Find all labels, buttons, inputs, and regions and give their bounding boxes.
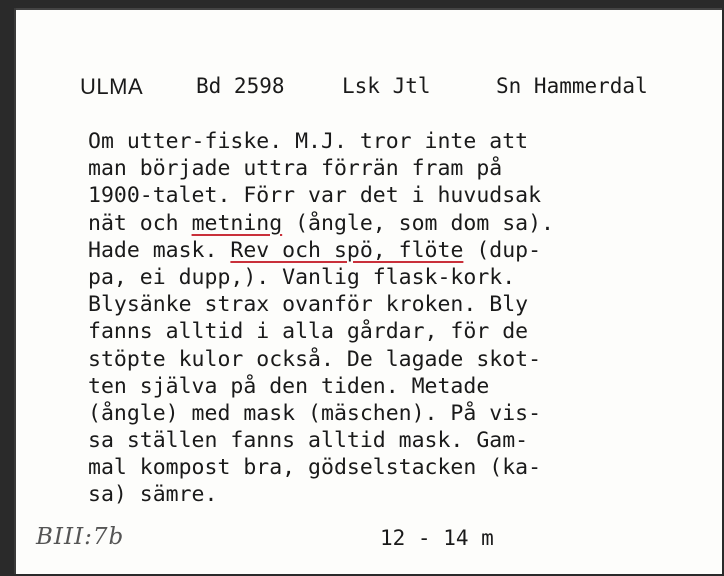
socken-label: Sn Hammerdal — [496, 74, 648, 98]
body-line — [88, 128, 708, 155]
body-line — [88, 264, 708, 291]
body-line-text: nät och — [88, 210, 192, 236]
body-line — [88, 182, 708, 209]
body-line-text: mal kompost bra, gödselstacken (ka- — [88, 455, 542, 481]
body-line — [88, 454, 708, 481]
card-left-edge — [14, 8, 16, 574]
body-line-text: (ångle, som dom sa). — [282, 210, 554, 236]
reference-number: Bd 2598 — [196, 74, 285, 98]
card-body-text — [88, 128, 708, 509]
body-line-text: (ångle) med mask (mäschen). På vis- — [88, 400, 542, 426]
page-range: 12 - 14 m — [380, 526, 494, 550]
underlined-term: metning — [191, 210, 283, 236]
handwritten-signum: BIII:7b — [36, 524, 125, 550]
body-line-text: Om utter-fiske. M.J. tror inte att — [88, 129, 529, 154]
body-line-text: (dup- — [463, 237, 542, 263]
body-line — [88, 427, 708, 454]
body-line-text: sa) sämre. — [88, 482, 218, 508]
body-line — [88, 373, 708, 400]
index-card — [14, 8, 722, 574]
body-line — [88, 318, 708, 345]
body-line-text: pa, ei dupp,). Vanlig flask-kork. — [88, 264, 516, 290]
body-line — [88, 210, 708, 237]
body-line — [88, 481, 708, 508]
body-line-text: sa ställen fanns alltid mask. Gam- — [88, 428, 529, 454]
body-line-text: ten själva på den tiden. Metade — [88, 373, 490, 399]
body-line — [88, 291, 708, 318]
archive-code: ULMA — [80, 74, 144, 99]
body-line-text: Hade mask. — [88, 237, 231, 263]
body-line — [88, 346, 708, 373]
body-line-text: stöpte kulor också. De lagade skot- — [88, 346, 542, 372]
landskap-label: Lsk Jtl — [342, 74, 431, 98]
body-line-text: fanns alltid i alla gårdar, för de — [88, 319, 529, 345]
body-line — [88, 237, 708, 264]
body-line-text: 1900-talet. Förr var det i huvudsak — [88, 183, 542, 209]
underlined-term: Rev och spö, flöte — [230, 237, 464, 263]
body-line-text: man började uttra förrän fram på — [88, 156, 503, 182]
card-top-edge — [14, 8, 722, 10]
body-line-text: Blysänke strax ovanför kroken. Bly — [88, 292, 529, 318]
body-line — [88, 400, 708, 427]
body-line — [88, 155, 708, 182]
